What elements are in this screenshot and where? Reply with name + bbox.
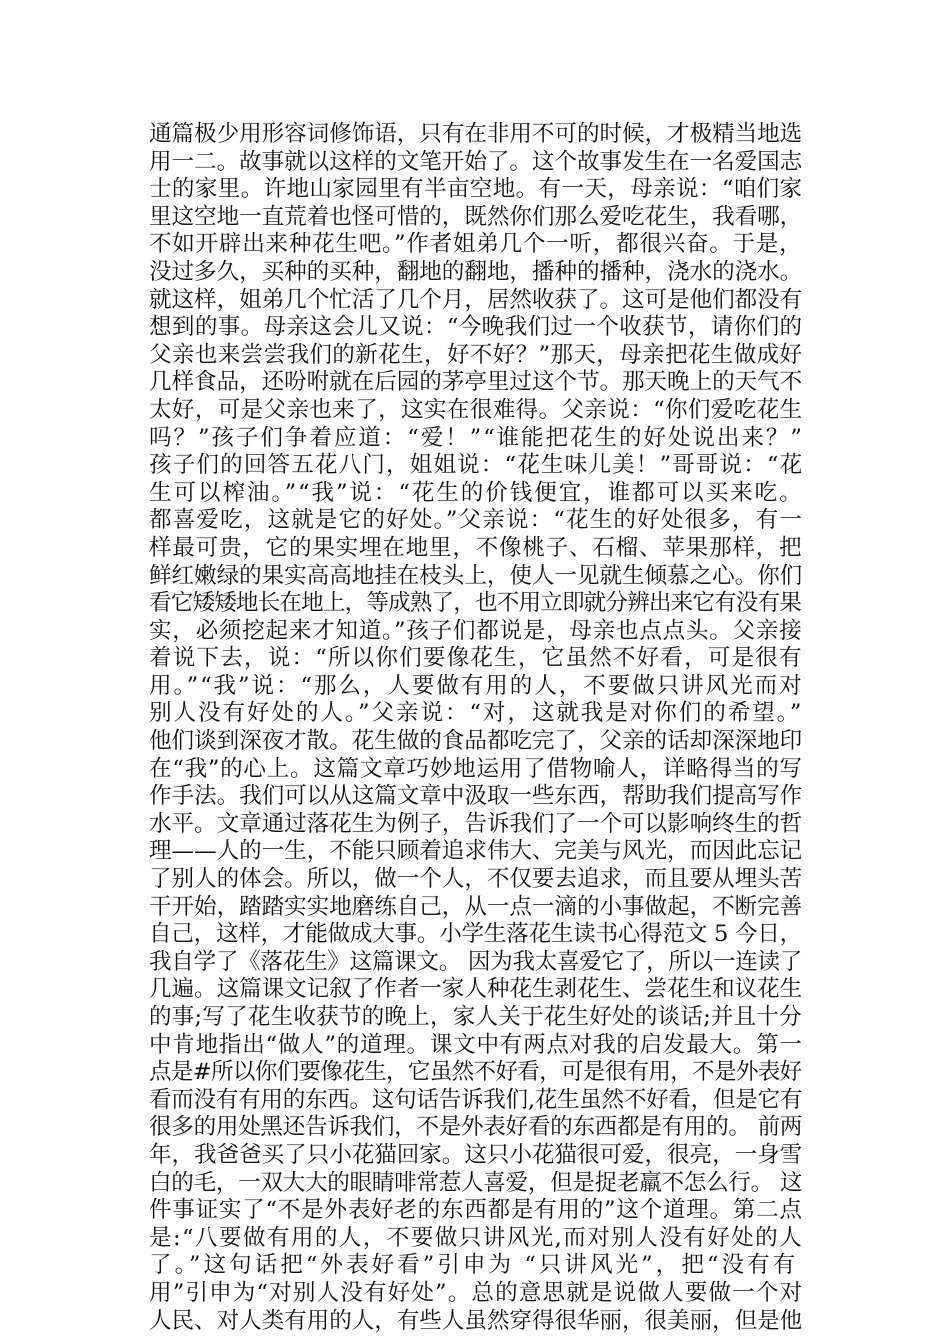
text-line: 几样食品，还吩咐就在后园的茅亭里过这个节。那天晚上的天气不 xyxy=(149,369,803,396)
text-line: 鲜红嫩绿的果实高高地挂在枝头上，使人一见就生倾慕之心。你们 xyxy=(149,562,803,589)
text-line: 我自学了《落花生》这篇课文。 因为我太喜爱它了，所以一连读了 xyxy=(149,948,803,975)
text-line: 就这样，姐弟几个忙活了几个月，居然收获了。这可是他们都没有 xyxy=(149,286,803,313)
text-line: 是:“八要做有用的人，不要做只讲风光,而对别人没有好处的人 xyxy=(149,1224,804,1251)
text-line: 孩子们的回答五花八门，姐姐说：“花生味儿美！”哥哥说：“花 xyxy=(149,452,804,479)
text-line: 吗？”孩子们争着应道：“爱！”“谁能把花生的好处说出来？” xyxy=(149,424,804,451)
text-line: 实，必须挖起来才知道。”孩子们都说是，母亲也点点头。父亲接 xyxy=(149,617,803,644)
text-line: 用一二。故事就以这样的文笔开始了。这个故事发生在一名爱国志 xyxy=(149,148,803,175)
text-line: 用。”“我”说：“那么，人要做有用的人，不要做只讲风光而对 xyxy=(149,672,804,699)
text-line: 作手法。我们可以从这篇文章中汲取一些东西，帮助我们提高写作 xyxy=(149,783,803,810)
text-line: 用”引申为“对别人没有好处”。总的意思就是说做人要做一个对 xyxy=(149,1279,804,1306)
body-text xyxy=(149,121,802,1335)
text-line: 中肯地指出“做人”的道理。课文中有两点对我的启发最大。第一 xyxy=(149,1031,803,1058)
text-line: 里这空地一直荒着也怪可惜的，既然你们那么爱吃花生，我看哪， xyxy=(149,203,803,230)
text-line: 都喜爱吃，这就是它的好处。”父亲说：“花生的好处很多，有一 xyxy=(149,507,804,534)
text-line: 干开始，踏踏实实地磨练自己，从一点一滴的小事做起，不断完善 xyxy=(149,893,803,920)
text-line: 父亲也来尝尝我们的新花生，好不好？”那天，母亲把花生做成好 xyxy=(149,341,803,368)
text-line: 了别人的体会。所以，做一个人，不仅要去追求，而且要从埋头苦 xyxy=(149,866,803,893)
text-line: 着说下去，说：“所以你们要像花生，它虽然不好看，可是很有 xyxy=(149,645,803,672)
text-line: 样最可贵，它的果实埋在地里，不像桃子、石榴、苹果那样，把 xyxy=(149,534,803,561)
text-line: 太好，可是父亲也来了，这实在很难得。父亲说：“你们爱吃花生 xyxy=(149,396,803,423)
text-line: 在“我”的心上。这篇文章巧妙地运用了借物喻人，详略得当的写 xyxy=(149,755,803,782)
text-line: 点是#所以你们要像花生，它虽然不好看，可是很有用，不是外表好 xyxy=(149,1059,802,1086)
text-line: 白的毛，一双大大的眼睛啡常惹人喜爱，但是捉老羸不怎么行。 这 xyxy=(149,1169,803,1196)
text-line: 生可以榨油。”“我”说：“花生的价钱便宜，谁都可以买来吃。 xyxy=(149,479,804,506)
text-line: 他们谈到深夜才散。花生做的食品都吃完了，父亲的话却深深地印 xyxy=(149,728,803,755)
text-line: 通篇极少用形容词修饰语，只有在非用不可的时候，才极精当地选 xyxy=(149,121,803,147)
text-line: 的事;写了花生收获节的晚上，家人关于花生好处的谈话;并且十分 xyxy=(149,1004,802,1030)
text-line: 人民、对人类有用的人，有些人虽然穿得很华丽，很美丽，但是他 xyxy=(149,1307,803,1334)
text-line: 不如开辟出来种花生吧。”作者姐弟几个一听，都很兴奋。于是， xyxy=(149,231,803,258)
text-line: 水平。文章通过落花生为例子，告诉我们了一个可以影响终生的哲 xyxy=(149,810,803,837)
text-line: 想到的事。母亲这会儿又说：“今晚我们过一个收获节，请你们的 xyxy=(149,314,803,341)
text-line: 士的家里。许地山家园里有半亩空地。有一天，母亲说：“咱们家 xyxy=(149,176,803,203)
text-line: 理——人的一生，不能只顾着追求伟大、完美与风光，而因此忘记 xyxy=(149,838,803,865)
text-line: 年，我爸爸买了只小花猫回家。这只小花猫很可爱，很亮，一身雪 xyxy=(149,1141,803,1168)
text-line: 很多的用处黑还告诉我们，不是外表好看的东西都是有用的。 前两 xyxy=(149,1114,803,1141)
text-line: 看而没有有用的东西。这句话告诉我们,花生虽然不好看，但是它有 xyxy=(149,1086,803,1113)
text-line: 别人没有好处的人。”父亲说：“对，这就我是对你们的希望。” xyxy=(149,700,804,727)
text-line: 几遍。这篇课文记叙了作者一家人种花生剥花生、尝花生和议花生 xyxy=(149,976,803,1003)
text-line: 没过多久，买种的买种，翻地的翻地，播种的播种，浇水的浇水。 xyxy=(149,258,803,285)
text-line: 了。”这句话把“外表好看”引申为 “只讲风光”，把“没有有 xyxy=(149,1252,799,1279)
text-line: 自己，这样，才能做成大事。小学生落花生读书心得范文 5 今日， xyxy=(149,921,802,948)
text-line: 件事证实了“不是外表好老的东西都是有用的”这个道理。第二点 xyxy=(149,1197,803,1224)
text-line: 看它矮矮地长在地上，等成熟了，也不用立即就分辨出来它有没有果 xyxy=(149,590,802,617)
